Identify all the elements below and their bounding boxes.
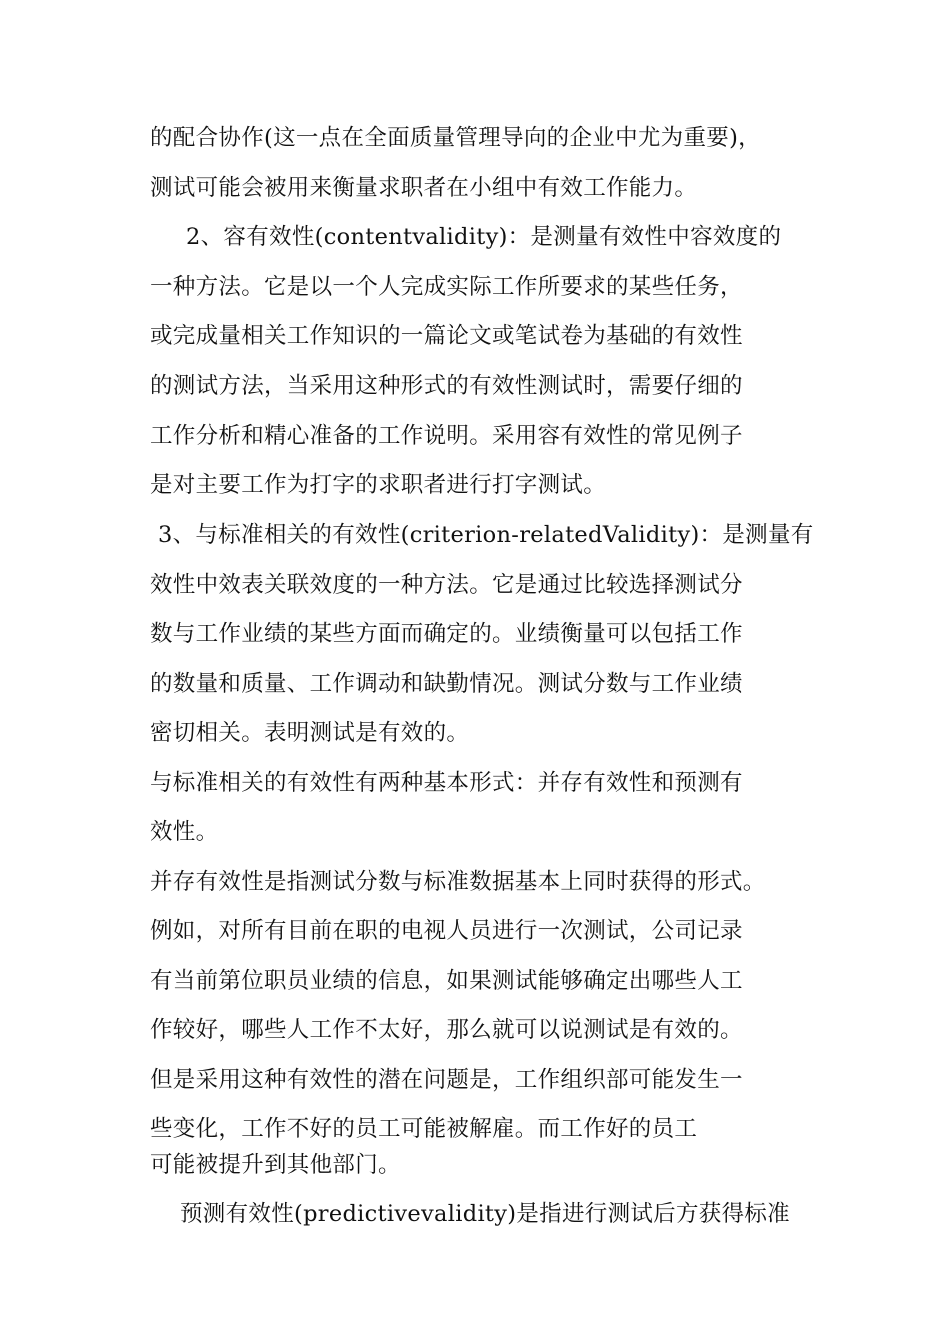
text-line: 的配合协作(这一点在全面质量管理导向的企业中尤为重要)，: [150, 125, 761, 151]
text-line: 作较好，哪些人工作不太好，那么就可以说测试是有效的。: [150, 1017, 743, 1043]
text-line: 数与工作业绩的某些方面而确定的。业绩衡量可以包括工作: [150, 621, 743, 647]
text-line: 但是采用这种有效性的潜在问题是，工作组织部可能发生一: [150, 1067, 743, 1093]
text-line: 可能被提升到其他部门。: [150, 1152, 401, 1178]
text-line: 密切相关。表明测试是有效的。: [150, 720, 470, 746]
text-line: 3、与标准相关的有效性(criterion-relatedValidity)：是测量有: [158, 522, 814, 548]
text-line: 的数量和质量、工作调动和缺勤情况。测试分数与工作业绩: [150, 671, 743, 697]
text-line: 效性中效表关联效度的一种方法。它是通过比较选择测试分: [150, 572, 743, 598]
text-line: 预测有效性(predictivevalidity)是指进行测试后方获得标准: [180, 1201, 790, 1227]
text-line: 2、容有效性(contentvalidity)：是测量有效性中容效度的: [186, 224, 782, 250]
text-line: 的测试方法，当采用这种形式的有效性测试时，需要仔细的: [150, 373, 743, 399]
text-line: 或完成量相关工作知识的一篇论文或笔试卷为基础的有效性: [150, 323, 743, 349]
text-line: 有当前第位职员业绩的信息，如果测试能够确定出哪些人工: [150, 968, 743, 994]
text-line: 些变化，工作不好的员工可能被解雇。而工作好的员工: [150, 1116, 698, 1142]
text-line: 效性。: [150, 819, 219, 845]
text-line: 与标准相关的有效性有两种基本形式：并存有效性和预测有: [150, 770, 743, 796]
text-line: 例如，对所有目前在职的电视人员进行一次测试，公司记录: [150, 918, 743, 944]
text-line: 测试可能会被用来衡量求职者在小组中有效工作能力。: [150, 175, 698, 201]
text-line: 工作分析和精心准备的工作说明。采用容有效性的常见例子: [150, 423, 743, 449]
text-line: 一种方法。它是以一个人完成实际工作所要求的某些任务，: [150, 274, 743, 300]
text-line: 并存有效性是指测试分数与标准数据基本上同时获得的形式。: [150, 869, 766, 895]
text-line: 是对主要工作为打字的求职者进行打字测试。: [150, 472, 607, 498]
